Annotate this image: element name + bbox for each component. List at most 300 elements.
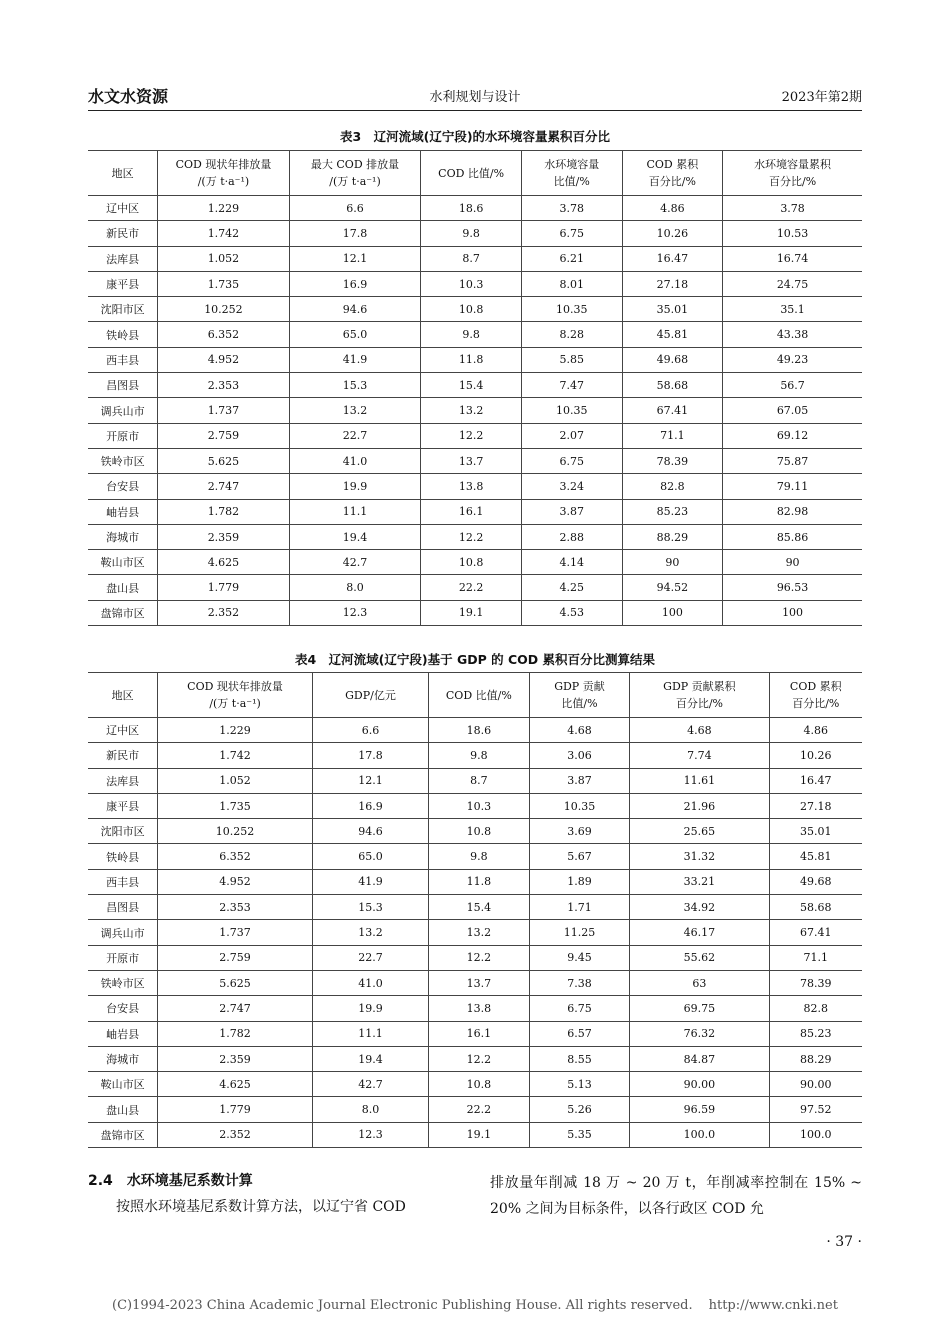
column-header-line: 百分比/% xyxy=(675,697,723,710)
section-number: 2.4 xyxy=(88,1173,113,1189)
value-cell: 4.25 xyxy=(521,575,622,600)
value-cell: 10.35 xyxy=(529,793,630,818)
table-row xyxy=(88,221,862,246)
value-cell: 100.0 xyxy=(769,1122,862,1147)
column-header-line: GDP 贡献 xyxy=(554,680,605,693)
value-cell: 12.1 xyxy=(289,246,421,271)
value-cell: 2.759 xyxy=(158,945,313,970)
value-cell: 5.26 xyxy=(529,1097,630,1122)
value-cell: 6.6 xyxy=(289,196,421,221)
region-cell: 康平县 xyxy=(88,271,158,296)
page-header xyxy=(88,84,862,106)
region-cell: 台安县 xyxy=(88,996,158,1021)
value-cell: 85.23 xyxy=(769,1021,862,1046)
value-cell: 9.8 xyxy=(421,322,522,347)
region-cell: 沈阳市区 xyxy=(88,297,158,322)
column-header xyxy=(630,673,769,718)
value-cell: 6.75 xyxy=(529,996,630,1021)
value-cell: 19.9 xyxy=(289,474,421,499)
table-row xyxy=(88,550,862,575)
value-cell: 41.0 xyxy=(289,448,421,473)
value-cell: 65.0 xyxy=(289,322,421,347)
body-text-right: 排放量年削减 18 万 ~ 20 万 t，年削减率控制在 15% ~ 20% 之间为目标条件，以各行政区 COD 允 xyxy=(490,1175,862,1217)
value-cell: 2.359 xyxy=(158,524,290,549)
value-cell: 10.8 xyxy=(429,1072,530,1097)
value-cell: 10.8 xyxy=(421,550,522,575)
column-header-line: COD 现状年排放量 xyxy=(175,158,272,171)
value-cell: 78.39 xyxy=(622,448,723,473)
value-cell: 8.28 xyxy=(521,322,622,347)
value-cell: 15.3 xyxy=(312,895,428,920)
value-cell: 18.6 xyxy=(421,196,522,221)
value-cell: 88.29 xyxy=(622,524,723,549)
value-cell: 71.1 xyxy=(769,945,862,970)
column-header-line: COD 累积 xyxy=(646,158,699,171)
region-cell: 铁岭县 xyxy=(88,844,158,869)
value-cell: 12.3 xyxy=(312,1122,428,1147)
body-text-left xyxy=(88,1196,460,1218)
table-row xyxy=(88,869,862,894)
value-cell: 94.6 xyxy=(312,819,428,844)
column-header-line: 地区 xyxy=(111,166,134,180)
value-cell: 96.53 xyxy=(723,575,862,600)
column-header-line: /(万 t·a⁻¹) xyxy=(209,697,261,710)
value-cell: 2.747 xyxy=(158,996,313,1021)
value-cell: 1.742 xyxy=(158,743,313,768)
column-header xyxy=(88,673,158,718)
value-cell: 1.71 xyxy=(529,895,630,920)
column-header-line: /(万 t·a⁻¹) xyxy=(197,175,250,188)
value-cell: 63 xyxy=(630,970,769,995)
value-cell: 10.8 xyxy=(421,297,522,322)
value-cell: 6.57 xyxy=(529,1021,630,1046)
value-cell: 17.8 xyxy=(289,221,421,246)
value-cell: 13.8 xyxy=(429,996,530,1021)
region-cell: 西丰县 xyxy=(88,347,158,372)
table4 xyxy=(88,672,862,1148)
column-header xyxy=(521,151,622,196)
value-cell: 76.32 xyxy=(630,1021,769,1046)
table-row xyxy=(88,895,862,920)
region-cell: 沈阳市区 xyxy=(88,819,158,844)
value-cell: 12.2 xyxy=(421,423,522,448)
table-row xyxy=(88,246,862,271)
value-cell: 69.75 xyxy=(630,996,769,1021)
header-rule xyxy=(88,110,862,111)
column-header-line: /(万 t·a⁻¹) xyxy=(329,175,381,188)
value-cell: 8.7 xyxy=(421,246,522,271)
value-cell: 19.4 xyxy=(312,1046,428,1071)
value-cell: 85.86 xyxy=(723,524,862,549)
value-cell: 90.00 xyxy=(769,1072,862,1097)
column-header-line: 水环境容量累积 xyxy=(754,158,832,171)
value-cell: 6.75 xyxy=(521,221,622,246)
value-cell: 4.625 xyxy=(158,1072,313,1097)
footer xyxy=(0,1298,950,1313)
column-header xyxy=(421,151,522,196)
value-cell: 13.2 xyxy=(312,920,428,945)
value-cell: 10.35 xyxy=(521,398,622,423)
value-cell: 94.6 xyxy=(289,297,421,322)
value-cell: 79.11 xyxy=(723,474,862,499)
value-cell: 13.7 xyxy=(421,448,522,473)
value-cell: 97.52 xyxy=(769,1097,862,1122)
region-cell: 辽中区 xyxy=(88,718,158,743)
value-cell: 11.61 xyxy=(630,768,769,793)
value-cell: 82.8 xyxy=(769,996,862,1021)
value-cell: 2.353 xyxy=(158,895,313,920)
value-cell: 4.53 xyxy=(521,600,622,625)
value-cell: 90 xyxy=(622,550,723,575)
value-cell: 6.21 xyxy=(521,246,622,271)
value-cell: 17.8 xyxy=(312,743,428,768)
value-cell: 1.735 xyxy=(158,271,290,296)
section-title: 水环境基尼系数计算 xyxy=(126,1173,253,1189)
value-cell: 15.3 xyxy=(289,373,421,398)
value-cell: 35.1 xyxy=(723,297,862,322)
value-cell: 82.98 xyxy=(723,499,862,524)
table-row xyxy=(88,718,862,743)
value-cell: 8.0 xyxy=(312,1097,428,1122)
value-cell: 1.052 xyxy=(158,768,313,793)
value-cell: 6.6 xyxy=(312,718,428,743)
value-cell: 2.07 xyxy=(521,423,622,448)
value-cell: 3.06 xyxy=(529,743,630,768)
region-cell: 盘山县 xyxy=(88,575,158,600)
page-number: · 37 · xyxy=(826,1234,862,1250)
value-cell: 69.12 xyxy=(723,423,862,448)
value-cell: 1.052 xyxy=(158,246,290,271)
table-row xyxy=(88,575,862,600)
region-cell: 西丰县 xyxy=(88,869,158,894)
value-cell: 16.9 xyxy=(289,271,421,296)
value-cell: 11.8 xyxy=(421,347,522,372)
value-cell: 10.26 xyxy=(622,221,723,246)
value-cell: 19.1 xyxy=(421,600,522,625)
value-cell: 56.7 xyxy=(723,373,862,398)
table-row xyxy=(88,271,862,296)
value-cell: 94.52 xyxy=(622,575,723,600)
value-cell: 46.17 xyxy=(630,920,769,945)
value-cell: 15.4 xyxy=(421,373,522,398)
table-row xyxy=(88,1021,862,1046)
value-cell: 2.359 xyxy=(158,1046,313,1071)
region-cell: 开原市 xyxy=(88,423,158,448)
value-cell: 1.229 xyxy=(158,718,313,743)
value-cell: 11.1 xyxy=(312,1021,428,1046)
value-cell: 13.2 xyxy=(429,920,530,945)
value-cell: 5.67 xyxy=(529,844,630,869)
region-cell: 铁岭市区 xyxy=(88,970,158,995)
column-header-line: 百分比/% xyxy=(768,175,817,188)
table-row xyxy=(88,373,862,398)
table3-caption: 表3 辽河流域(辽宁段)的水环境容量累积百分比 xyxy=(339,129,611,144)
value-cell: 67.41 xyxy=(769,920,862,945)
value-cell: 22.2 xyxy=(421,575,522,600)
region-cell: 岫岩县 xyxy=(88,1021,158,1046)
table-header-row xyxy=(88,151,862,196)
section-name: 水利规划与设计 xyxy=(429,90,521,105)
table-row xyxy=(88,398,862,423)
column-header xyxy=(429,673,530,718)
table-row xyxy=(88,423,862,448)
value-cell: 5.625 xyxy=(158,970,313,995)
column-header-line: 比值/% xyxy=(553,175,590,188)
value-cell: 16.9 xyxy=(312,793,428,818)
region-cell: 台安县 xyxy=(88,474,158,499)
value-cell: 6.352 xyxy=(158,322,290,347)
value-cell: 4.68 xyxy=(529,718,630,743)
column-header xyxy=(158,151,290,196)
value-cell: 3.87 xyxy=(529,768,630,793)
value-cell: 82.8 xyxy=(622,474,723,499)
table-row xyxy=(88,196,862,221)
column-header xyxy=(88,151,158,196)
region-cell: 岫岩县 xyxy=(88,499,158,524)
value-cell: 33.21 xyxy=(630,869,769,894)
region-cell: 海城市 xyxy=(88,524,158,549)
value-cell: 1.89 xyxy=(529,869,630,894)
table4-caption: 表4 辽河流域(辽宁段)基于 GDP 的 COD 累积百分比测算结果 xyxy=(294,652,655,667)
value-cell: 3.78 xyxy=(521,196,622,221)
value-cell: 88.29 xyxy=(769,1046,862,1071)
column-header xyxy=(158,673,313,718)
table-row xyxy=(88,945,862,970)
value-cell: 58.68 xyxy=(769,895,862,920)
value-cell: 4.86 xyxy=(769,718,862,743)
value-cell: 96.59 xyxy=(630,1097,769,1122)
table-row xyxy=(88,1046,862,1071)
value-cell: 90 xyxy=(723,550,862,575)
value-cell: 100 xyxy=(622,600,723,625)
column-header-line: GDP/亿元 xyxy=(345,688,396,702)
value-cell: 1.782 xyxy=(158,499,290,524)
region-cell: 盘锦市区 xyxy=(88,1122,158,1147)
value-cell: 7.74 xyxy=(630,743,769,768)
region-cell: 铁岭市区 xyxy=(88,448,158,473)
value-cell: 84.87 xyxy=(630,1046,769,1071)
value-cell: 35.01 xyxy=(622,297,723,322)
table-row xyxy=(88,996,862,1021)
table-row xyxy=(88,448,862,473)
region-cell: 辽中区 xyxy=(88,196,158,221)
column-header-line: 百分比/% xyxy=(792,697,840,710)
value-cell: 13.2 xyxy=(421,398,522,423)
table-row xyxy=(88,819,862,844)
value-cell: 5.625 xyxy=(158,448,290,473)
value-cell: 67.05 xyxy=(723,398,862,423)
value-cell: 67.41 xyxy=(622,398,723,423)
section-heading xyxy=(88,1170,253,1190)
region-cell: 盘山县 xyxy=(88,1097,158,1122)
value-cell: 27.18 xyxy=(622,271,723,296)
region-cell: 康平县 xyxy=(88,793,158,818)
value-cell: 42.7 xyxy=(312,1072,428,1097)
value-cell: 3.78 xyxy=(723,196,862,221)
value-cell: 58.68 xyxy=(622,373,723,398)
value-cell: 10.26 xyxy=(769,743,862,768)
table-row xyxy=(88,844,862,869)
value-cell: 7.47 xyxy=(521,373,622,398)
issue-label: 2023年第2期 xyxy=(781,90,862,105)
value-cell: 1.742 xyxy=(158,221,290,246)
table-row xyxy=(88,499,862,524)
value-cell: 41.9 xyxy=(312,869,428,894)
region-cell: 新民市 xyxy=(88,743,158,768)
value-cell: 1.779 xyxy=(158,575,290,600)
column-header xyxy=(769,673,862,718)
table-row xyxy=(88,768,862,793)
value-cell: 41.0 xyxy=(312,970,428,995)
value-cell: 6.75 xyxy=(521,448,622,473)
table-row xyxy=(88,793,862,818)
value-cell: 16.47 xyxy=(769,768,862,793)
table-row xyxy=(88,743,862,768)
value-cell: 9.8 xyxy=(429,743,530,768)
value-cell: 45.81 xyxy=(769,844,862,869)
value-cell: 18.6 xyxy=(429,718,530,743)
value-cell: 10.3 xyxy=(421,271,522,296)
value-cell: 2.759 xyxy=(158,423,290,448)
value-cell: 13.7 xyxy=(429,970,530,995)
value-cell: 4.625 xyxy=(158,550,290,575)
value-cell: 16.47 xyxy=(622,246,723,271)
value-cell: 2.352 xyxy=(158,1122,313,1147)
value-cell: 9.8 xyxy=(421,221,522,246)
value-cell: 55.62 xyxy=(630,945,769,970)
value-cell: 85.23 xyxy=(622,499,723,524)
value-cell: 16.74 xyxy=(723,246,862,271)
table-row xyxy=(88,1122,862,1147)
value-cell: 42.7 xyxy=(289,550,421,575)
value-cell: 5.85 xyxy=(521,347,622,372)
value-cell: 1.737 xyxy=(158,920,313,945)
value-cell: 15.4 xyxy=(429,895,530,920)
value-cell: 1.782 xyxy=(158,1021,313,1046)
value-cell: 22.7 xyxy=(289,423,421,448)
region-cell: 盘锦市区 xyxy=(88,600,158,625)
value-cell: 9.45 xyxy=(529,945,630,970)
value-cell: 4.952 xyxy=(158,869,313,894)
table-row xyxy=(88,474,862,499)
value-cell: 8.0 xyxy=(289,575,421,600)
table-row xyxy=(88,600,862,625)
cnki-url[interactable]: http://www.cnki.net xyxy=(708,1298,838,1313)
value-cell: 4.952 xyxy=(158,347,290,372)
column-header-line: COD 比值/% xyxy=(438,166,505,180)
column-header-line: 水环境容量 xyxy=(544,158,600,171)
value-cell: 3.87 xyxy=(521,499,622,524)
value-cell: 12.2 xyxy=(421,524,522,549)
column-header xyxy=(289,151,421,196)
value-cell: 49.23 xyxy=(723,347,862,372)
value-cell: 8.55 xyxy=(529,1046,630,1071)
value-cell: 10.3 xyxy=(429,793,530,818)
value-cell: 10.53 xyxy=(723,221,862,246)
column-header-line: COD 累积 xyxy=(789,680,842,693)
value-cell: 90.00 xyxy=(630,1072,769,1097)
value-cell: 12.3 xyxy=(289,600,421,625)
value-cell: 2.353 xyxy=(158,373,290,398)
paragraph-left: 按照水环境基尼系数计算方法，以辽宁省 COD xyxy=(116,1199,406,1215)
value-cell: 71.1 xyxy=(622,423,723,448)
value-cell: 100.0 xyxy=(630,1122,769,1147)
copyright-notice: (C)1994-2023 China Academic Journal Electronic Publishing House. All rights reserved. xyxy=(112,1298,693,1313)
value-cell: 22.7 xyxy=(312,945,428,970)
column-header xyxy=(723,151,862,196)
region-cell: 调兵山市 xyxy=(88,398,158,423)
region-cell: 法库县 xyxy=(88,246,158,271)
value-cell: 21.96 xyxy=(630,793,769,818)
table-row xyxy=(88,347,862,372)
value-cell: 10.252 xyxy=(158,297,290,322)
value-cell: 3.24 xyxy=(521,474,622,499)
column-header xyxy=(529,673,630,718)
value-cell: 11.25 xyxy=(529,920,630,945)
value-cell: 8.01 xyxy=(521,271,622,296)
region-cell: 开原市 xyxy=(88,945,158,970)
region-cell: 昌图县 xyxy=(88,895,158,920)
value-cell: 2.747 xyxy=(158,474,290,499)
column-header-line: GDP 贡献累积 xyxy=(663,680,736,693)
column-header-line: COD 现状年排放量 xyxy=(187,680,283,693)
value-cell: 16.1 xyxy=(429,1021,530,1046)
region-cell: 海城市 xyxy=(88,1046,158,1071)
value-cell: 6.352 xyxy=(158,844,313,869)
value-cell: 31.32 xyxy=(630,844,769,869)
table-row xyxy=(88,322,862,347)
value-cell: 49.68 xyxy=(622,347,723,372)
region-cell: 鞍山市区 xyxy=(88,550,158,575)
value-cell: 1.737 xyxy=(158,398,290,423)
column-header-line: 地区 xyxy=(111,688,134,702)
value-cell: 65.0 xyxy=(312,844,428,869)
table-row xyxy=(88,920,862,945)
value-cell: 25.65 xyxy=(630,819,769,844)
value-cell: 78.39 xyxy=(769,970,862,995)
table3 xyxy=(88,150,862,626)
region-cell: 法库县 xyxy=(88,768,158,793)
value-cell: 7.38 xyxy=(529,970,630,995)
value-cell: 8.7 xyxy=(429,768,530,793)
value-cell: 13.2 xyxy=(289,398,421,423)
table-row xyxy=(88,1072,862,1097)
value-cell: 10.8 xyxy=(429,819,530,844)
region-cell: 调兵山市 xyxy=(88,920,158,945)
value-cell: 1.229 xyxy=(158,196,290,221)
value-cell: 4.14 xyxy=(521,550,622,575)
column-header-line: 比值/% xyxy=(561,697,598,710)
value-cell: 10.35 xyxy=(521,297,622,322)
value-cell: 41.9 xyxy=(289,347,421,372)
value-cell: 24.75 xyxy=(723,271,862,296)
value-cell: 49.68 xyxy=(769,869,862,894)
value-cell: 16.1 xyxy=(421,499,522,524)
value-cell: 100 xyxy=(723,600,862,625)
column-header xyxy=(622,151,723,196)
value-cell: 10.252 xyxy=(158,819,313,844)
table-row xyxy=(88,1097,862,1122)
value-cell: 4.86 xyxy=(622,196,723,221)
value-cell: 9.8 xyxy=(429,844,530,869)
table-row xyxy=(88,970,862,995)
value-cell: 19.4 xyxy=(289,524,421,549)
journal-name: 水文水资源 xyxy=(88,87,169,106)
value-cell: 35.01 xyxy=(769,819,862,844)
value-cell: 12.2 xyxy=(429,1046,530,1071)
column-header-line: 百分比/% xyxy=(648,175,696,188)
column-header-line: COD 比值/% xyxy=(445,688,512,702)
